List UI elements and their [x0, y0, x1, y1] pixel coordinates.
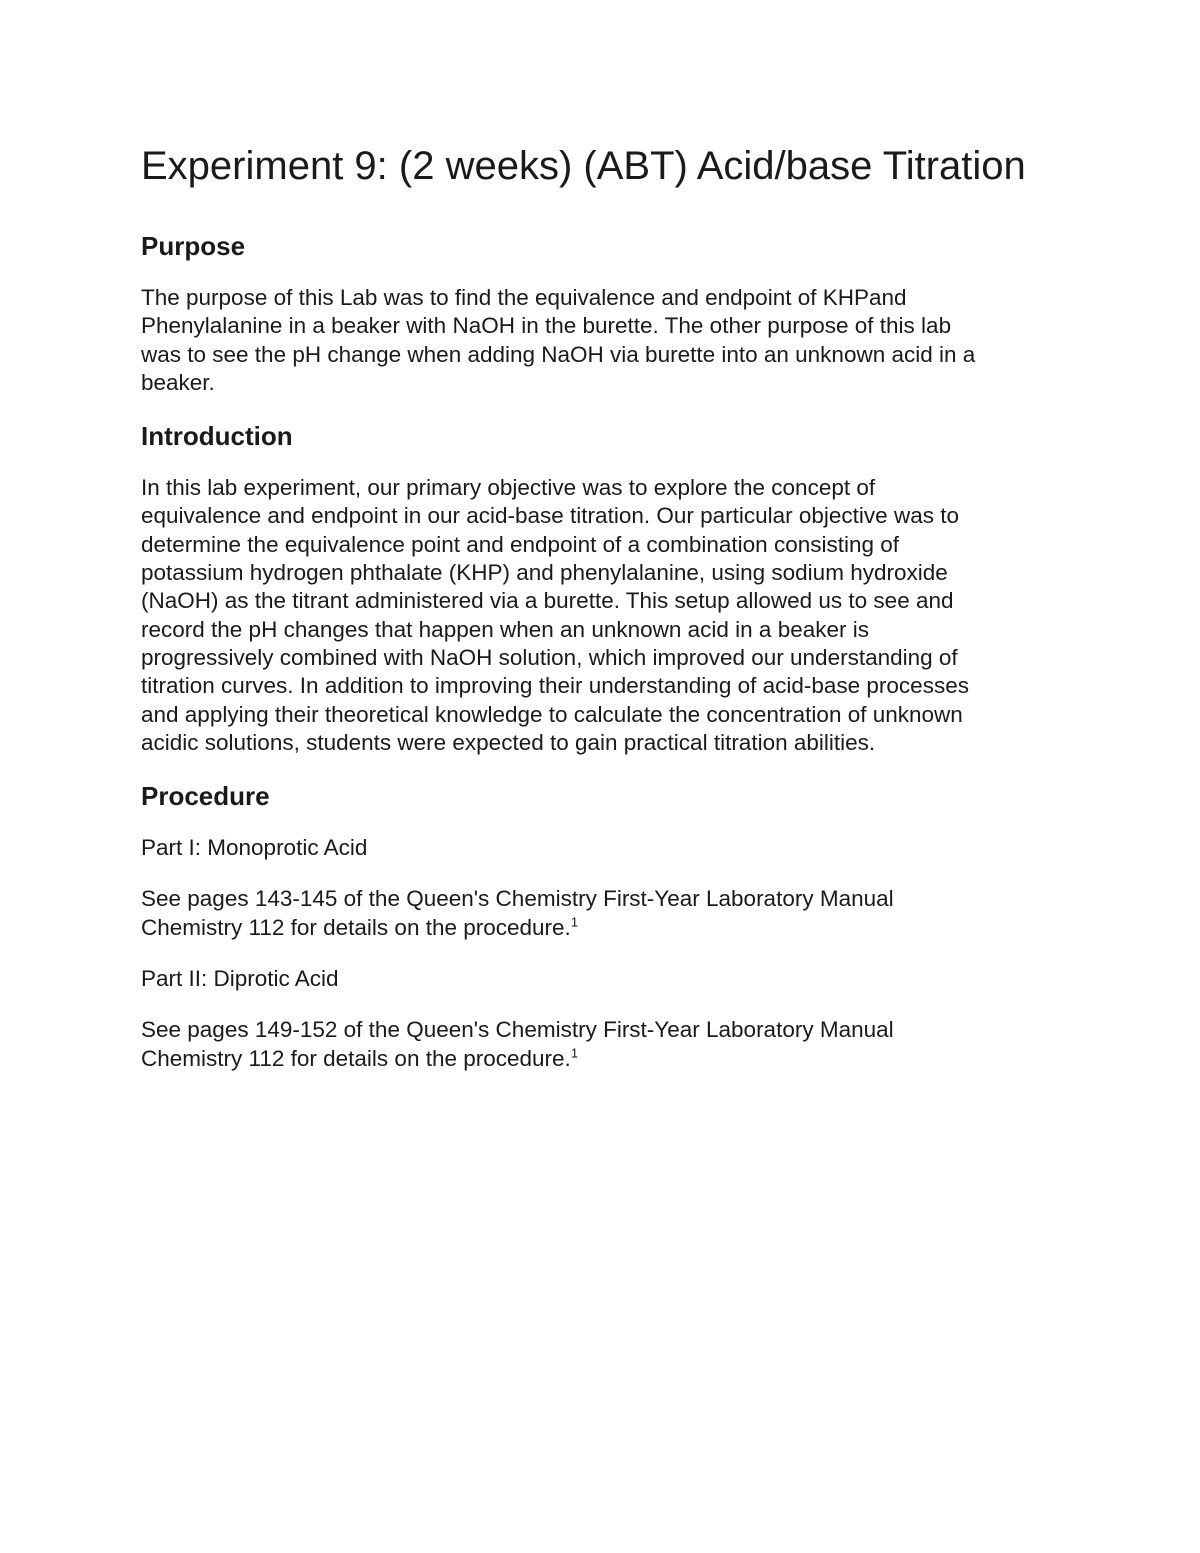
- introduction-line: (NaOH) as the titrant administered via a burette. This setup allowed us to see and: [141, 588, 954, 614]
- introduction-line: potassium hydrogen phthalate (KHP) and phenylalanine, using sodium hydroxide: [141, 560, 948, 586]
- introduction-line: titration curves. In addition to improving their understanding of acid-base processes: [141, 673, 969, 699]
- purpose-line: was to see the pH change when adding NaOH via burette into an unknown acid in a: [141, 341, 976, 367]
- purpose-line: beaker.: [141, 369, 215, 395]
- part1-label: Part I: Monoprotic Acid: [141, 835, 368, 861]
- purpose-line: Phenylalanine in a beaker with NaOH in the burette. The other purpose of this lab: [141, 313, 952, 339]
- introduction-line: acidic solutions, students were expected to gain practical titration abilities.: [141, 729, 876, 755]
- introduction-line: progressively combined with NaOH solution, which improved our understanding of: [141, 644, 958, 670]
- part2-line: See pages 149-152 of the Queen's Chemistry First-Year Laboratory Manual: [141, 1017, 894, 1043]
- introduction-section: [141, 420, 1061, 757]
- introduction-line: determine the equivalence point and endpoint of a combination consisting of: [141, 531, 900, 557]
- part2-label: Part II: Diprotic Acid: [141, 966, 339, 992]
- footnote-marker: 1: [570, 914, 579, 930]
- purpose-line: The purpose of this Lab was to find the equivalence and endpoint of KHPand: [141, 285, 907, 310]
- procedure-heading: Procedure: [141, 781, 270, 812]
- part2-paragraph: [141, 1016, 1061, 1073]
- part1-line: See pages 143-145 of the Queen's Chemistry First-Year Laboratory Manual: [141, 886, 894, 912]
- purpose-heading: Purpose: [141, 231, 246, 261]
- introduction-paragraph: [141, 474, 1061, 757]
- introduction-line: and applying their theoretical knowledge to calculate the concentration of unknown: [141, 701, 963, 727]
- page-title: Experiment 9: (2 weeks) (ABT) Acid/base Titration: [141, 144, 1026, 188]
- purpose-section: [141, 230, 1061, 397]
- part1-line: Chemistry 112 for details on the procedure.: [141, 914, 571, 940]
- introduction-heading: Introduction: [141, 421, 293, 452]
- introduction-line: In this lab experiment, our primary objective was to explore the concept of: [141, 475, 876, 501]
- part1-paragraph: [141, 885, 1061, 942]
- procedure-section: [141, 780, 1061, 1073]
- purpose-paragraph: [141, 284, 1061, 397]
- document-body: [141, 140, 1061, 1096]
- part2-line: Chemistry 112 for details on the procedure.: [141, 1045, 571, 1071]
- introduction-line: record the pH changes that happen when an unknown acid in a beaker is: [141, 616, 869, 642]
- introduction-line: equivalence and endpoint in our acid-base titration. Our particular objective was to: [141, 503, 959, 529]
- footnote-marker: 1: [570, 1045, 579, 1061]
